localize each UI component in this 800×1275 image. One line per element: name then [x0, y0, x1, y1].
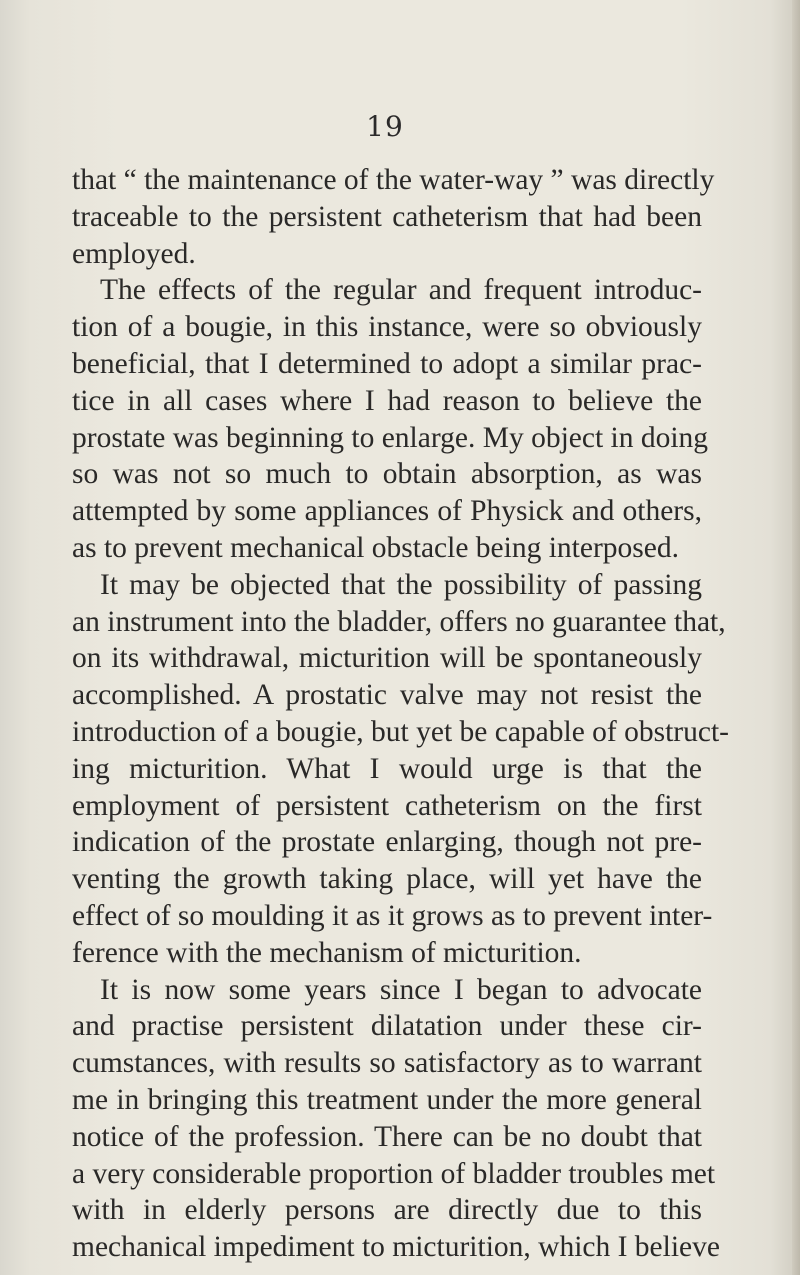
- text-line: on its withdrawal, micturition will be spontaneously: [72, 642, 702, 675]
- text-line: venting the growth taking place, will yet have the: [72, 863, 702, 896]
- body-text: [72, 162, 729, 1266]
- text-line: that “ the maintenance of the water-way ” was directly: [72, 164, 715, 196]
- text-line: with in elderly persons are directly due to this: [72, 1194, 702, 1227]
- paragraph-1: [72, 162, 715, 272]
- text-line: traceable to the persistent catheterism that had been: [72, 200, 702, 233]
- text-line: a very considerable proportion of bladder troubles met: [72, 1157, 716, 1190]
- page-edge-shadow: [792, 0, 800, 1275]
- text-line: employment of persistent catheterism on the first: [72, 789, 702, 822]
- paragraph-4: [72, 972, 720, 1266]
- text-line: beneficial, that I determined to adopt a similar prac-: [72, 347, 702, 380]
- text-line: attempted by some appliances of Physick and others,: [72, 495, 702, 528]
- text-line: tice in all cases where I had reason to believe the: [72, 384, 702, 417]
- text-line: employed.: [72, 237, 196, 270]
- text-line: and practise persistent dilatation under these cir-: [72, 1010, 702, 1043]
- text-line: prostate was beginning to enlarge. My object in doing: [72, 421, 709, 454]
- text-line: effect of so moulding it as it grows as to prevent inter-: [72, 899, 713, 932]
- text-line: indication of the prostate enlarging, though not pre-: [72, 826, 702, 859]
- text-line: an instrument into the bladder, offers no guarantee that,: [72, 605, 726, 638]
- text-line: The effects of the regular and frequent introduc-: [100, 274, 702, 307]
- text-line: me in bringing this treatment under the more general: [72, 1083, 702, 1116]
- text-line: notice of the profession. There can be no doubt that: [72, 1120, 702, 1153]
- text-line: It is now some years since I began to advocate: [100, 973, 702, 1006]
- paragraph-3: [72, 567, 729, 972]
- text-line: introduction of a bougie, but yet be capable of obstruct-: [72, 715, 729, 748]
- text-line: ference with the mechanism of micturition.: [72, 936, 582, 969]
- text-line: mechanical impediment to micturition, which I believe: [72, 1231, 720, 1264]
- text-line: tion of a bougie, in this instance, were so obviously: [72, 311, 702, 344]
- text-line: as to prevent mechanical obstacle being interposed.: [72, 531, 679, 564]
- text-line: accomplished. A prostatic valve may not resist the: [72, 679, 702, 712]
- text-line: ing micturition. What I would urge is that the: [72, 752, 702, 785]
- text-line: cumstances, with results so satisfactory as to warrant: [72, 1047, 702, 1080]
- text-line: It may be objected that the possibility of passing: [100, 568, 702, 601]
- page-number: 19: [366, 110, 404, 143]
- paragraph-2: [72, 272, 709, 566]
- text-line: so was not so much to obtain absorption, as was: [72, 458, 702, 491]
